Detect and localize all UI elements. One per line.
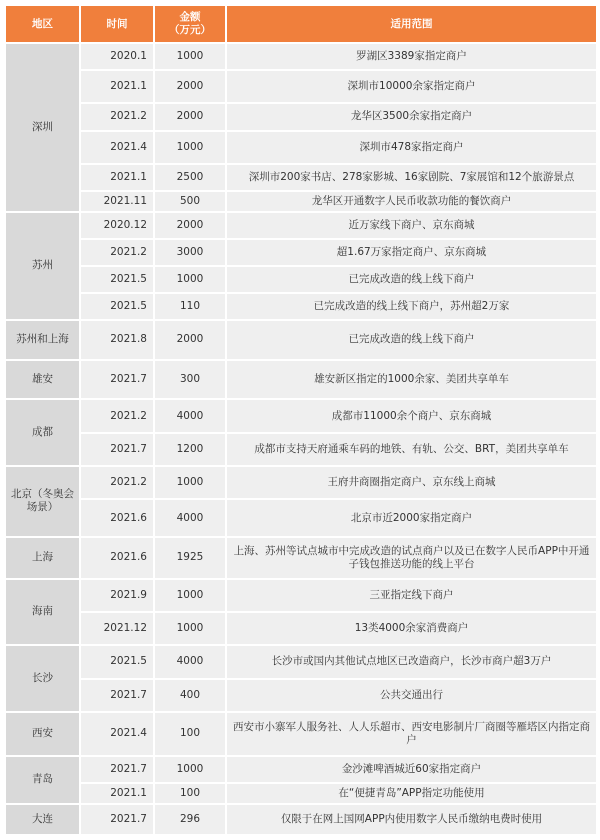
table-row bbox=[5, 645, 597, 678]
region-cell: 大连 bbox=[5, 804, 80, 835]
table-row bbox=[5, 756, 597, 783]
amount-cell: 100 bbox=[154, 783, 226, 804]
scope-cell: 深圳市10000余家指定商户 bbox=[226, 70, 597, 103]
amount-cell: 2000 bbox=[154, 103, 226, 130]
table-row bbox=[5, 239, 597, 266]
table-row bbox=[5, 783, 597, 804]
header-amount bbox=[154, 5, 226, 43]
table-row bbox=[5, 320, 597, 360]
amount-cell: 2000 bbox=[154, 212, 226, 239]
header-region: 地区 bbox=[5, 5, 80, 43]
table-row bbox=[5, 293, 597, 320]
amount-cell: 100 bbox=[154, 712, 226, 756]
time-cell: 2021.6 bbox=[80, 499, 154, 537]
time-cell: 2021.8 bbox=[80, 320, 154, 360]
amount-cell: 1000 bbox=[154, 579, 226, 612]
scope-cell: 13类4000余家消费商户 bbox=[226, 612, 597, 645]
amount-cell: 300 bbox=[154, 360, 226, 400]
amount-cell: 1925 bbox=[154, 537, 226, 579]
amount-cell: 1000 bbox=[154, 43, 226, 70]
amount-cell: 1200 bbox=[154, 433, 226, 466]
amount-cell: 1000 bbox=[154, 466, 226, 499]
time-cell: 2021.4 bbox=[80, 712, 154, 756]
region-cell: 苏州 bbox=[5, 212, 80, 320]
time-cell: 2020.12 bbox=[80, 212, 154, 239]
header-time: 时间 bbox=[80, 5, 154, 43]
amount-cell: 110 bbox=[154, 293, 226, 320]
scope-cell: 金沙滩啤酒城近60家指定商户 bbox=[226, 756, 597, 783]
table-row bbox=[5, 212, 597, 239]
amount-cell: 3000 bbox=[154, 239, 226, 266]
scope-cell: 深圳市478家指定商户 bbox=[226, 131, 597, 164]
scope-cell: 近万家线下商户、京东商城 bbox=[226, 212, 597, 239]
amount-cell: 4000 bbox=[154, 645, 226, 678]
region-cell: 青岛 bbox=[5, 756, 80, 804]
scope-cell: 龙华区3500余家指定商户 bbox=[226, 103, 597, 130]
region-cell: 成都 bbox=[5, 399, 80, 466]
time-cell: 2021.2 bbox=[80, 239, 154, 266]
time-cell: 2021.5 bbox=[80, 266, 154, 293]
amount-cell: 2000 bbox=[154, 320, 226, 360]
time-cell: 2021.5 bbox=[80, 293, 154, 320]
region-cell: 深圳 bbox=[5, 43, 80, 212]
scope-cell: 北京市近2000家指定商户 bbox=[226, 499, 597, 537]
time-cell: 2020.1 bbox=[80, 43, 154, 70]
header-amount-line1: 金额 bbox=[179, 11, 201, 23]
table-row bbox=[5, 712, 597, 756]
time-cell: 2021.5 bbox=[80, 645, 154, 678]
scope-cell: 西安市小寨军人服务社、人人乐超市、西安电影制片厂商圈等雁塔区内指定商户 bbox=[226, 712, 597, 756]
table-row bbox=[5, 433, 597, 466]
scope-cell: 已完成改造的线上线下商户 bbox=[226, 320, 597, 360]
scope-cell: 超1.67万家指定商户、京东商城 bbox=[226, 239, 597, 266]
scope-cell: 三亚指定线下商户 bbox=[226, 579, 597, 612]
amount-cell: 4000 bbox=[154, 399, 226, 432]
scope-cell: 上海、苏州等试点城市中完成改造的试点商户以及已在数字人民币APP中开通子钱包推送功能的线上平台 bbox=[226, 537, 597, 579]
table-row bbox=[5, 164, 597, 191]
table-row bbox=[5, 804, 597, 835]
time-cell: 2021.2 bbox=[80, 399, 154, 432]
amount-cell: 1000 bbox=[154, 266, 226, 293]
amount-cell: 2500 bbox=[154, 164, 226, 191]
amount-cell: 400 bbox=[154, 679, 226, 712]
amount-cell: 1000 bbox=[154, 131, 226, 164]
header-amount-line2: （万元） bbox=[169, 24, 211, 36]
table-row bbox=[5, 679, 597, 712]
time-cell: 2021.6 bbox=[80, 537, 154, 579]
table-row bbox=[5, 499, 597, 537]
region-cell: 上海 bbox=[5, 537, 80, 579]
table-row bbox=[5, 191, 597, 212]
time-cell: 2021.9 bbox=[80, 579, 154, 612]
header-row bbox=[5, 5, 597, 43]
table-row bbox=[5, 537, 597, 579]
region-cell: 苏州和上海 bbox=[5, 320, 80, 360]
time-cell: 2021.2 bbox=[80, 103, 154, 130]
time-cell: 2021.4 bbox=[80, 131, 154, 164]
scope-cell: 长沙市或国内其他试点地区已改造商户，长沙市商户超3万户 bbox=[226, 645, 597, 678]
time-cell: 2021.7 bbox=[80, 756, 154, 783]
time-cell: 2021.7 bbox=[80, 433, 154, 466]
time-cell: 2021.7 bbox=[80, 360, 154, 400]
amount-cell: 500 bbox=[154, 191, 226, 212]
region-cell: 西安 bbox=[5, 712, 80, 756]
scope-cell: 深圳市200家书店、278家影城、16家剧院、7家展馆和12个旅游景点 bbox=[226, 164, 597, 191]
region-cell: 北京（冬奥会场景） bbox=[5, 466, 80, 537]
amount-cell: 4000 bbox=[154, 499, 226, 537]
table-row bbox=[5, 612, 597, 645]
time-cell: 2021.7 bbox=[80, 804, 154, 835]
region-cell: 雄安 bbox=[5, 360, 80, 400]
table-row bbox=[5, 466, 597, 499]
table-row bbox=[5, 360, 597, 400]
table-row bbox=[5, 579, 597, 612]
table-body bbox=[5, 43, 597, 835]
time-cell: 2021.12 bbox=[80, 612, 154, 645]
amount-cell: 2000 bbox=[154, 70, 226, 103]
scope-cell: 成都市11000余个商户、京东商城 bbox=[226, 399, 597, 432]
table-row bbox=[5, 103, 597, 130]
amount-cell: 1000 bbox=[154, 756, 226, 783]
table-row bbox=[5, 70, 597, 103]
scope-cell: 已完成改造的线上线下商户 bbox=[226, 266, 597, 293]
time-cell: 2021.1 bbox=[80, 164, 154, 191]
time-cell: 2021.2 bbox=[80, 466, 154, 499]
scope-cell: 王府井商圈指定商户、京东线上商城 bbox=[226, 466, 597, 499]
table-row bbox=[5, 43, 597, 70]
scope-cell: 龙华区开通数字人民币收款功能的餐饮商户 bbox=[226, 191, 597, 212]
table-row bbox=[5, 399, 597, 432]
scope-cell: 在“便捷青岛”APP指定功能使用 bbox=[226, 783, 597, 804]
region-cell: 长沙 bbox=[5, 645, 80, 712]
scope-cell: 成都市支持天府通乘车码的地铁、有轨、公交、BRT，美团共享单车 bbox=[226, 433, 597, 466]
time-cell: 2021.1 bbox=[80, 70, 154, 103]
scope-cell: 仅限于在网上国网APP内使用数字人民币缴纳电费时使用 bbox=[226, 804, 597, 835]
region-cell: 海南 bbox=[5, 579, 80, 646]
amount-cell: 296 bbox=[154, 804, 226, 835]
time-cell: 2021.7 bbox=[80, 679, 154, 712]
scope-cell: 公共交通出行 bbox=[226, 679, 597, 712]
scope-cell: 罗湖区3389家指定商户 bbox=[226, 43, 597, 70]
scope-cell: 雄安新区指定的1000余家、美团共享单车 bbox=[226, 360, 597, 400]
time-cell: 2021.11 bbox=[80, 191, 154, 212]
header-scope: 适用范围 bbox=[226, 5, 597, 43]
time-cell: 2021.1 bbox=[80, 783, 154, 804]
table-row bbox=[5, 131, 597, 164]
scope-cell: 已完成改造的线上线下商户，苏州超2万家 bbox=[226, 293, 597, 320]
table-row bbox=[5, 266, 597, 293]
digital-rmb-pilot-table bbox=[4, 4, 598, 836]
amount-cell: 1000 bbox=[154, 612, 226, 645]
